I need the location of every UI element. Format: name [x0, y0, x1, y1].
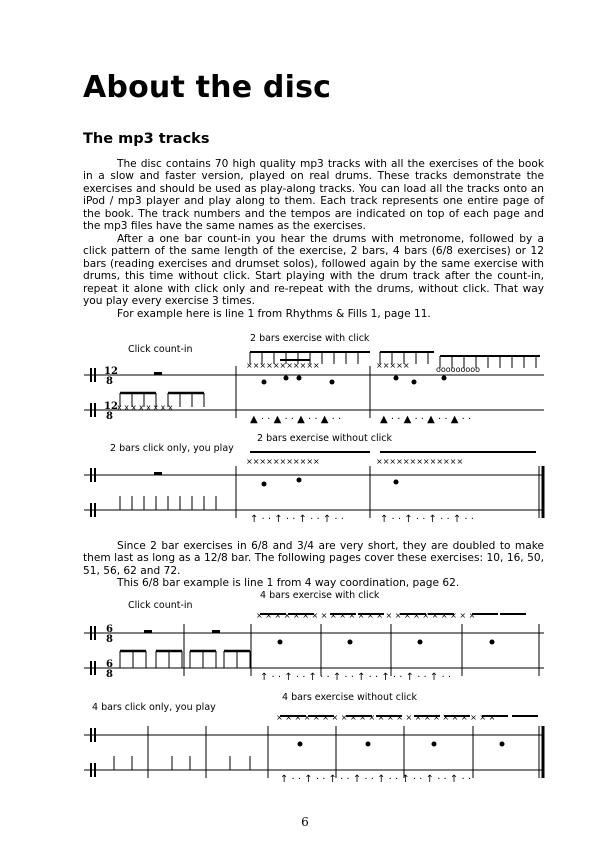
time-signature-bottom-2: 8 — [106, 634, 113, 645]
paragraph-short-bars: Since 2 bar exercises in 6/8 and 3/4 are very short, they are doubled to make them last as long as a 12/8 bar. The following pages cover these exercises: 10, 16, 50, 51, 56, 62 and 72. — [83, 540, 544, 577]
section-heading: The mp3 tracks — [83, 131, 210, 147]
caption-exercise-with-click-2: 4 bars exercise with click — [260, 590, 380, 601]
time-signature-top-lower: 12 — [104, 401, 118, 412]
caption-exercise-without-click-2: 4 bars exercise without click — [282, 692, 417, 703]
svg-text:×××××××××××: ××××××××××× — [246, 361, 320, 370]
score-system-1 — [84, 348, 544, 426]
svg-text:▲ · · ▲ · · ▲ · · ▲ · ·: ▲ · · ▲ · · ▲ · · ▲ · · — [250, 414, 342, 425]
svg-text:× × × × × × × × × × × ×: × × × × × × × × × × × × × × × × × × × × × × × × — [256, 611, 476, 620]
svg-text:ooooooooo: ooooooooo — [436, 365, 481, 374]
caption-click-only-1: 2 bars click only, you play — [110, 443, 234, 454]
time-signature-bottom-lower: 8 — [106, 411, 113, 422]
paragraph-example-ref: For example here is line 1 from Rhythms & Fills 1, page 11. — [117, 308, 431, 320]
paragraph-68-example: This 6/8 bar example is line 1 from 4 way coordination, page 62. — [117, 577, 460, 589]
svg-text:↑ · · ↑ · · ↑ · · ↑ · · ↑ ·: ↑ · · ↑ · · ↑ · · ↑ · · ↑ · · ↑ · · ↑ · · ↑ · · — [260, 672, 452, 683]
caption-click-countin-2: Click count-in — [128, 600, 193, 611]
time-signature-bottom: 8 — [106, 376, 113, 387]
exercise-bar-1 — [246, 352, 370, 425]
time-signature-top-2-lower: 6 — [106, 659, 113, 670]
click-only-notes-68 — [114, 756, 250, 770]
score-system-2 — [84, 448, 544, 526]
time-signature-top: 12 — [104, 366, 118, 377]
caption-exercise-with-click-1: 2 bars exercise with click — [250, 333, 370, 344]
countin-notes-68 — [120, 651, 250, 668]
exercise-bar-2 — [376, 352, 540, 425]
caption-exercise-without-click-1: 2 bars exercise without click — [257, 433, 392, 444]
caption-click-countin-1: Click count-in — [128, 344, 193, 355]
page-title: About the disc — [83, 70, 332, 105]
click-countin-notes — [117, 393, 204, 412]
score-system-3 — [84, 606, 544, 684]
page-number: 6 — [301, 815, 309, 829]
paragraph-intro: The disc contains 70 high quality mp3 tracks with all the exercises of the book in a slow and faster version, played on real drums. These tracks demonstrate the exercises and should be used as play-along tracks. You can load all the tracks onto an iPod / mp3 player and play along to them. Each track represents one entire page of the book. The track numbers and the tempos are indicated on top of each page and the mp3 files have the same names as the exercises. — [83, 158, 544, 233]
svg-text:×××××××××××××: ××××××××××××× — [376, 457, 464, 466]
svg-text:×××××××××××: ××××××××××× — [246, 457, 320, 466]
svg-text:↑ · · ↑ · · ↑ · · ↑ · · ↑ ·: ↑ · · ↑ · · ↑ · · ↑ · · ↑ · · ↑ · · ↑ · · ↑ · · — [280, 774, 472, 785]
paragraph-playback: After a one bar count-in you hear the drums with metronome, followed by a click pattern of the same length of the exercise, 2 bars, 4 bars (6/8 exercises) or 12 bars (reading exercises and drumset solos), followed again by the same exercise with drums, this time without click. Start playing with the drum track after the count-in, repeat it alone with click only and re-repeat with the drums, without click. That way you play every exercise 3 times. — [83, 233, 544, 308]
svg-text:▲ · · ▲ · · ▲ · · ▲ · ·: ▲ · · ▲ · · ▲ · · ▲ · · — [380, 414, 472, 425]
svg-text:× × × × × × × × × × × × ×: × × × × × × × × × × × × × × × × × × × × × × × × — [276, 713, 496, 722]
svg-text:↑ · · ↑ · · ↑ · · ↑ · ·: ↑ · · ↑ · · ↑ · · ↑ · · — [250, 514, 344, 525]
svg-text:↑ · · ↑ · · ↑ · · ↑ · ·: ↑ · · ↑ · · ↑ · · ↑ · · — [380, 514, 474, 525]
coordination-notes-without-click — [276, 713, 538, 785]
exercise-without-click-notes — [246, 452, 536, 487]
svg-text:x x x x x x x x: x x x x x x x x — [117, 403, 173, 412]
score-system-4 — [84, 708, 544, 786]
time-signature-top-2: 6 — [106, 624, 113, 635]
caption-click-only-2: 4 bars click only, you play — [92, 702, 216, 713]
time-signature-bottom-2-lower: 8 — [106, 669, 113, 680]
svg-text:×××××: ××××× — [376, 361, 410, 370]
